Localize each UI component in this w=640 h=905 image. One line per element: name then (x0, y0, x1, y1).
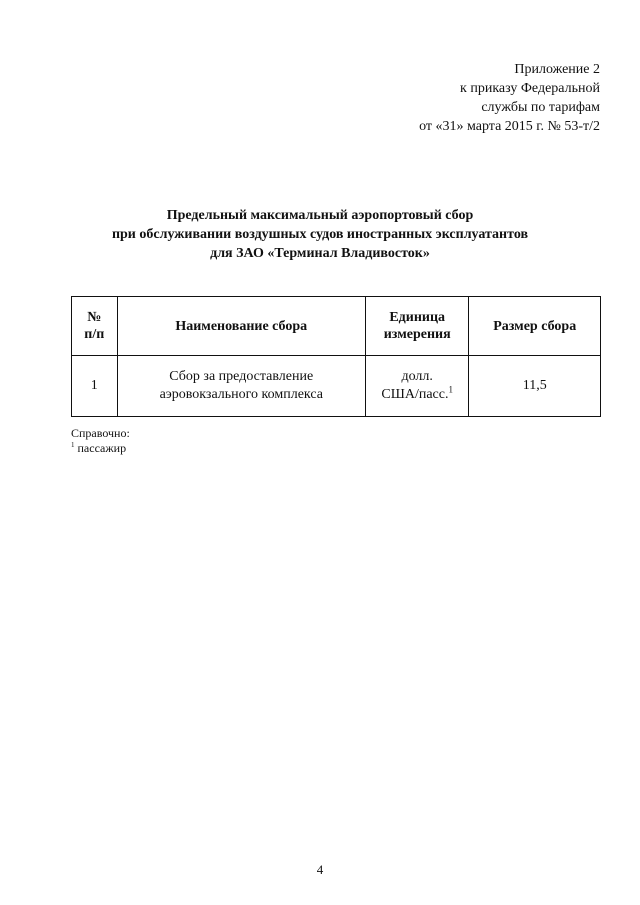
header-unit-line-1: Единица (389, 310, 446, 325)
page-number: 4 (316, 862, 324, 877)
footnote-mark: 1 (71, 441, 75, 449)
row-number: 1 (72, 356, 118, 417)
reference-note (71, 426, 130, 456)
header-size-label: Размер сбора (493, 318, 577, 334)
note-heading: Справочно: (71, 426, 130, 440)
header-name (117, 297, 365, 356)
title-line-1: Предельный максимальный аэропортовый сбор (166, 208, 474, 223)
table-header-row (72, 297, 601, 356)
row-unit (365, 356, 468, 417)
row-unit-line-2 (370, 386, 464, 404)
header-number (72, 297, 118, 356)
row-name (117, 356, 365, 417)
document-title (0, 206, 640, 263)
row-name-line-1: Сбор за предоставление (169, 369, 314, 384)
row-unit-line-1: долл. (401, 369, 433, 384)
table-row (72, 356, 601, 417)
row-unit-text: США/пасс. (381, 387, 449, 402)
header-unit-line-2: измерения (383, 327, 451, 342)
title-line-2: при обслуживании воздушных судов иностранных эксплуатантов (111, 227, 529, 242)
appendix-reference (419, 60, 600, 136)
header-number-line-1: № (87, 310, 102, 325)
row-name-line-2: аэровокзального комплекса (159, 387, 323, 402)
header-number-line-2: п/п (84, 327, 105, 342)
appendix-line-3: службы по тарифам (481, 100, 600, 115)
header-name-label: Наименование сбора (175, 318, 308, 334)
row-size: 11,5 (469, 356, 601, 417)
header-size (469, 297, 601, 356)
appendix-line-4: от «31» марта 2015 г. № 53-т/2 (419, 119, 600, 134)
appendix-line-1: Приложение 2 (514, 62, 600, 77)
footnote (71, 441, 130, 456)
header-unit (365, 297, 468, 356)
row-unit-footnote-mark: 1 (448, 384, 453, 395)
fees-table (71, 296, 601, 417)
footnote-text: пассажир (74, 441, 127, 455)
title-line-3: для ЗАО «Терминал Владивосток» (210, 246, 430, 261)
appendix-line-2: к приказу Федеральной (460, 81, 600, 96)
